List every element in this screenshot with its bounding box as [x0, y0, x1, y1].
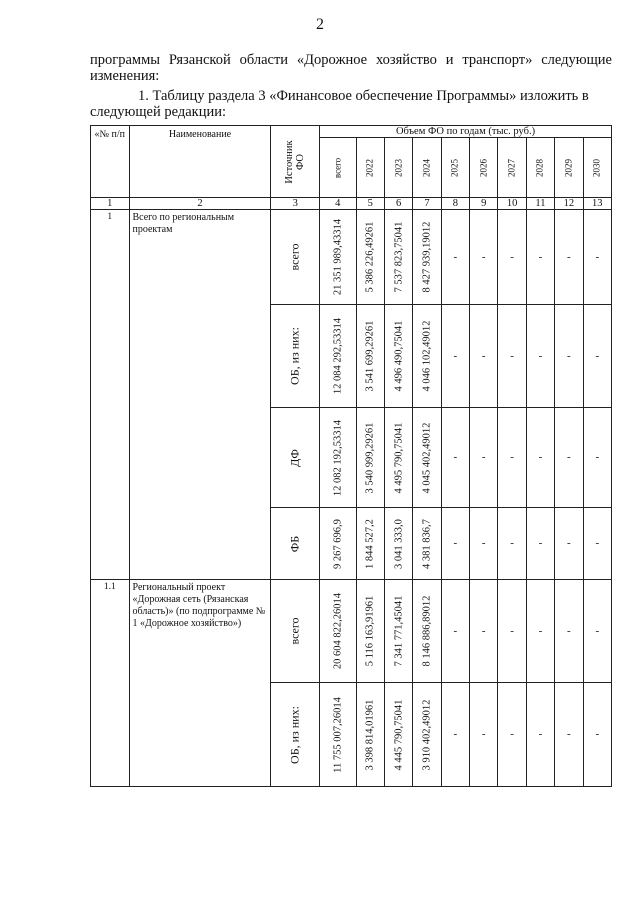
- row-dash: -: [583, 210, 611, 305]
- row-dash: -: [526, 683, 554, 787]
- row-dash: -: [441, 508, 469, 580]
- row-dash: -: [555, 683, 583, 787]
- header-year: 2025: [441, 138, 469, 198]
- column-number: 3: [271, 198, 320, 210]
- header-num: «№ п/п: [91, 126, 130, 198]
- row-value-2024: 4 046 102,49012: [413, 305, 441, 408]
- row-dash: -: [441, 683, 469, 787]
- row-dash: -: [498, 408, 526, 508]
- column-number: 12: [555, 198, 583, 210]
- financing-table: [90, 125, 612, 787]
- page-number: 2: [316, 16, 324, 33]
- row-value-2024: 3 910 402,49012: [413, 683, 441, 787]
- row-value-2023: 7 341 771,45041: [384, 580, 412, 683]
- row-value-2022: 3 540 999,29261: [356, 408, 384, 508]
- row-dash: -: [498, 508, 526, 580]
- row-source: ФБ: [271, 508, 320, 580]
- header-year: 2023: [384, 138, 412, 198]
- row-dash: -: [583, 508, 611, 580]
- row-dash: -: [470, 580, 498, 683]
- column-number: 10: [498, 198, 526, 210]
- header-total: всего: [320, 138, 356, 198]
- row-value-2024: 4 381 836,7: [413, 508, 441, 580]
- column-number: 7: [413, 198, 441, 210]
- row-source: всего: [271, 210, 320, 305]
- column-number: 8: [441, 198, 469, 210]
- header-year: 2024: [413, 138, 441, 198]
- row-dash: -: [555, 305, 583, 408]
- table-row: [91, 580, 612, 683]
- row-dash: -: [555, 408, 583, 508]
- table-row: [91, 210, 612, 305]
- row-dash: -: [583, 305, 611, 408]
- row-value-2022: 1 844 527,2: [356, 508, 384, 580]
- header-year: 2026: [470, 138, 498, 198]
- row-total: 12 082 192,53314: [320, 408, 356, 508]
- row-dash: -: [498, 580, 526, 683]
- row-dash: -: [583, 580, 611, 683]
- row-dash: -: [526, 210, 554, 305]
- row-dash: -: [555, 210, 583, 305]
- row-dash: -: [526, 305, 554, 408]
- row-number: 1.1: [91, 580, 130, 787]
- row-dash: -: [526, 508, 554, 580]
- row-dash: -: [526, 408, 554, 508]
- row-total: 21 351 989,43314: [320, 210, 356, 305]
- row-value-2024: 8 146 886,89012: [413, 580, 441, 683]
- row-dash: -: [470, 210, 498, 305]
- column-number: 6: [384, 198, 412, 210]
- row-value-2022: 5 116 163,91961: [356, 580, 384, 683]
- header-year: 2029: [555, 138, 583, 198]
- header-name: Наименование: [129, 126, 271, 198]
- row-total: 9 267 696,9: [320, 508, 356, 580]
- row-dash: -: [470, 508, 498, 580]
- row-dash: -: [470, 408, 498, 508]
- row-name: Региональный проект «Дорожная сеть (Рязанская область)» (по подпрограмме № 1 «Дорожное хозяйство»): [129, 580, 271, 787]
- header-source: Источник ФО: [271, 126, 320, 198]
- header-year: 2030: [583, 138, 611, 198]
- row-value-2024: 8 427 939,19012: [413, 210, 441, 305]
- column-number: 1: [91, 198, 130, 210]
- row-source: всего: [271, 580, 320, 683]
- row-dash: -: [498, 683, 526, 787]
- row-value-2022: 3 541 699,29261: [356, 305, 384, 408]
- row-source: ОБ, из них:: [271, 683, 320, 787]
- column-number-row: [91, 198, 612, 210]
- row-dash: -: [441, 305, 469, 408]
- row-dash: -: [441, 210, 469, 305]
- row-value-2024: 4 045 402,49012: [413, 408, 441, 508]
- column-number: 9: [470, 198, 498, 210]
- row-dash: -: [555, 508, 583, 580]
- row-dash: -: [470, 305, 498, 408]
- row-dash: -: [583, 683, 611, 787]
- header-year: 2027: [498, 138, 526, 198]
- row-number: 1: [91, 210, 130, 580]
- row-dash: -: [498, 305, 526, 408]
- row-dash: -: [498, 210, 526, 305]
- row-dash: -: [441, 408, 469, 508]
- row-value-2023: 7 537 823,75041: [384, 210, 412, 305]
- row-dash: -: [526, 580, 554, 683]
- row-total: 11 755 007,26014: [320, 683, 356, 787]
- header-year: 2022: [356, 138, 384, 198]
- row-value-2023: 3 041 333,0: [384, 508, 412, 580]
- row-name: Всего по региональным проектам: [129, 210, 271, 580]
- row-source: ДФ: [271, 408, 320, 508]
- row-dash: -: [441, 580, 469, 683]
- row-dash: -: [470, 683, 498, 787]
- instruction-line-2: следующей редакции:: [90, 104, 227, 120]
- row-total: 12 084 292,53314: [320, 305, 356, 408]
- header-year: 2028: [526, 138, 554, 198]
- intro-paragraph: программы Рязанской области «Дорожное хозяйство и транспорт» следующие изменения:: [90, 52, 612, 84]
- column-number: 13: [583, 198, 611, 210]
- row-value-2023: 4 495 790,75041: [384, 408, 412, 508]
- row-dash: -: [555, 580, 583, 683]
- column-number: 2: [129, 198, 271, 210]
- row-source: ОБ, из них:: [271, 305, 320, 408]
- column-number: 11: [526, 198, 554, 210]
- column-number: 5: [356, 198, 384, 210]
- row-dash: -: [583, 408, 611, 508]
- row-value-2023: 4 496 490,75041: [384, 305, 412, 408]
- row-total: 20 604 822,26014: [320, 580, 356, 683]
- instruction-paragraph: [90, 88, 612, 120]
- row-value-2022: 3 398 814,01961: [356, 683, 384, 787]
- instruction-line-1: 1. Таблицу раздела 3 «Финансовое обеспечение Программы» изложить в: [138, 88, 589, 104]
- row-value-2023: 4 445 790,75041: [384, 683, 412, 787]
- column-number: 4: [320, 198, 356, 210]
- header-volume: Объем ФО по годам (тыс. руб.): [320, 126, 612, 138]
- row-value-2022: 5 386 226,49261: [356, 210, 384, 305]
